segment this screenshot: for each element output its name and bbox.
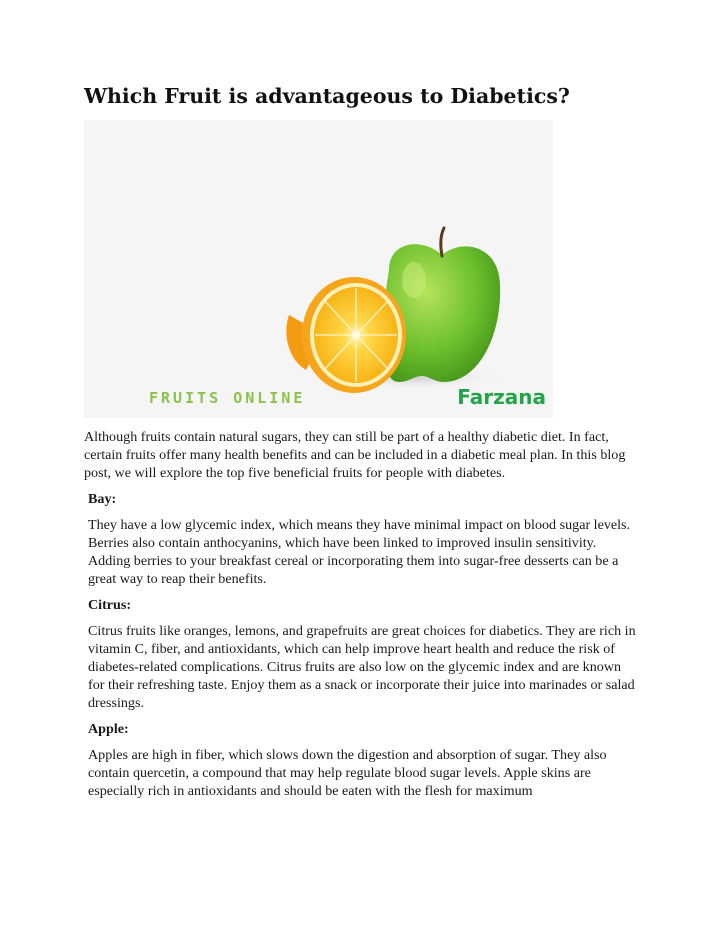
fruit-illustration [84, 120, 553, 418]
section-text-citrus: Citrus fruits like oranges, lemons, and grapefruits are great choices for diabetics. They are rich in vitamin C, fiber, and antioxidants, which can help improve heart health and reduce the risk of diabetes-related complications. Citrus fruits are also low on the glycemic index and are known for their refreshing taste. Enjoy them as a snack or incorporate their juice into marinades or salad dressings. [88, 623, 636, 711]
section-text-apple: Apples are high in fiber, which slows down the digestion and absorption of sugar. They also contain quercetin, a compound that may help regulate blood sugar levels. Apple skins are especially rich in antioxidants and should be eaten with the flesh for maximum [88, 747, 607, 799]
page-title: Which Fruit is advantageous to Diabetics? [84, 84, 570, 108]
intro-paragraph: Although fruits contain natural sugars, they can still be part of a healthy diabetic diet. In fact, certain fruits offer many health benefits and can be included in a diabetic meal plan. In this blog post, we will explore the top five beneficial fruits for people with diabetes. [84, 429, 626, 481]
section-heading-citrus: Citrus: [88, 597, 132, 613]
section-heading-bay: Bay: [88, 491, 117, 507]
article-body [84, 428, 640, 808]
brand-logo-farzana: Farzana [457, 385, 546, 409]
section-heading-apple: Apple: [88, 721, 129, 737]
orange-icon [286, 277, 406, 393]
section-text-bay: They have a low glycemic index, which means they have minimal impact on blood sugar levels. Berries also contain anthocyanins, which have been linked to improved insulin sensitivity. Adding berries to your breakfast cereal or incorporating them into sugar-free desserts can be a great way to reap their benefits. [88, 517, 631, 587]
brand-fruits-online: FRUITS ONLINE [149, 389, 306, 407]
hero-image [84, 120, 553, 418]
